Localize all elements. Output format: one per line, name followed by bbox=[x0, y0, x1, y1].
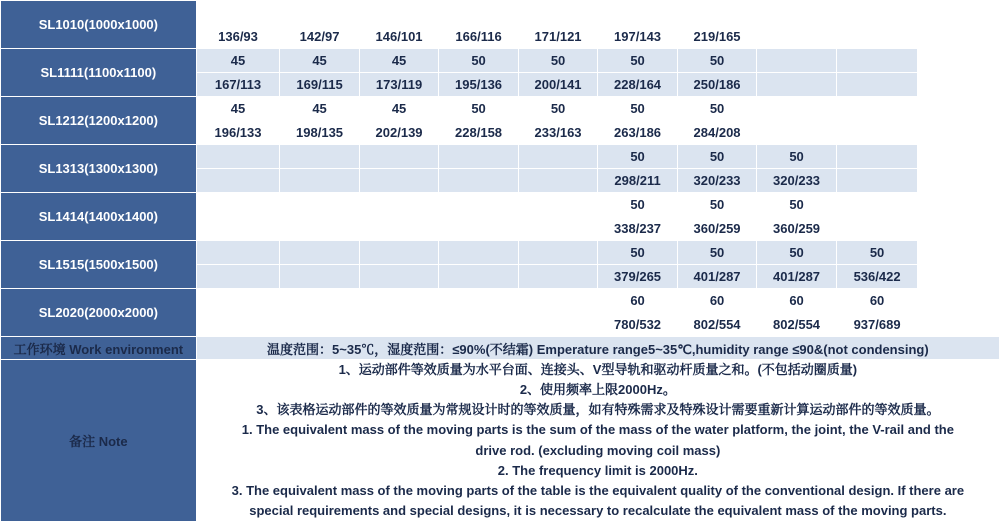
note-row bbox=[1, 360, 1000, 522]
cell: 219/165 bbox=[677, 25, 757, 49]
cell: 233/163 bbox=[518, 121, 598, 145]
cell bbox=[518, 313, 598, 337]
cell bbox=[196, 265, 280, 289]
cell: 50 bbox=[598, 193, 678, 217]
note-line-cn-3: 3、该表格运动部件的等效质量为常规设计时的等效质量，如有特殊需求及特殊设计需要重新计算运动部件的等效质量。 bbox=[256, 402, 940, 418]
cell bbox=[280, 241, 360, 265]
cell: 45 bbox=[280, 97, 360, 121]
cell: 198/135 bbox=[280, 121, 360, 145]
cell: 360/259 bbox=[757, 217, 837, 241]
cell bbox=[439, 169, 519, 193]
table-row bbox=[1, 1, 1000, 25]
cell: 802/554 bbox=[757, 313, 837, 337]
table-row bbox=[1, 289, 1000, 313]
cell bbox=[280, 1, 360, 25]
cell: 136/93 bbox=[196, 25, 280, 49]
cell: 50 bbox=[439, 49, 519, 73]
cell: 50 bbox=[836, 241, 918, 265]
cell: 45 bbox=[359, 97, 439, 121]
cell bbox=[359, 241, 439, 265]
cell: 60 bbox=[836, 289, 918, 313]
cell bbox=[359, 265, 439, 289]
note-label: 备注 Note bbox=[1, 360, 197, 522]
cell bbox=[836, 217, 918, 241]
cell: 298/211 bbox=[598, 169, 678, 193]
cell bbox=[836, 121, 918, 145]
cell bbox=[196, 217, 280, 241]
cell bbox=[196, 1, 280, 25]
cell bbox=[518, 1, 598, 25]
cell: 173/119 bbox=[359, 73, 439, 97]
work-environment-value: 温度范围：5~35℃，湿度范围：≤90%(不结霜) Emperature range5~35℃,humidity range ≤90&(not condensing) bbox=[196, 337, 999, 360]
cell: 167/113 bbox=[196, 73, 280, 97]
note-line-en-5: special requirements and special designs, it is necessary to recalculate the equivalent mass of the moving parts. bbox=[249, 502, 947, 518]
cell bbox=[359, 169, 439, 193]
cell bbox=[280, 313, 360, 337]
cell: 45 bbox=[280, 49, 360, 73]
cell: 142/97 bbox=[280, 25, 360, 49]
cell bbox=[439, 265, 519, 289]
cell bbox=[196, 289, 280, 313]
cell bbox=[518, 217, 598, 241]
row-model-label: SL1313(1300x1300) bbox=[1, 145, 197, 193]
row-model-label: SL1111(1100x1100) bbox=[1, 49, 197, 97]
cell bbox=[757, 1, 837, 25]
table-body bbox=[1, 1, 1000, 522]
cell: 60 bbox=[677, 289, 757, 313]
cell: 401/287 bbox=[757, 265, 837, 289]
note-line-en-2: drive rod. (excluding moving coil mass) bbox=[475, 442, 721, 458]
cell: 50 bbox=[518, 49, 598, 73]
cell bbox=[518, 145, 598, 169]
work-environment-row bbox=[1, 337, 1000, 360]
cell bbox=[280, 169, 360, 193]
cell: 50 bbox=[677, 49, 757, 73]
cell: 780/532 bbox=[598, 313, 678, 337]
cell: 284/208 bbox=[677, 121, 757, 145]
cell: 50 bbox=[677, 145, 757, 169]
row-model-label: SL1515(1500x1500) bbox=[1, 241, 197, 289]
cell: 197/143 bbox=[598, 25, 678, 49]
row-model-label: SL1414(1400x1400) bbox=[1, 193, 197, 241]
cell bbox=[518, 169, 598, 193]
cell bbox=[518, 289, 598, 313]
cell: 228/158 bbox=[439, 121, 519, 145]
cell bbox=[280, 193, 360, 217]
cell bbox=[598, 1, 678, 25]
cell: 338/237 bbox=[598, 217, 678, 241]
cell: 50 bbox=[518, 97, 598, 121]
cell: 401/287 bbox=[677, 265, 757, 289]
cell bbox=[836, 73, 918, 97]
cell: 50 bbox=[677, 193, 757, 217]
cell bbox=[196, 241, 280, 265]
cell bbox=[518, 241, 598, 265]
cell bbox=[359, 289, 439, 313]
cell bbox=[359, 217, 439, 241]
cell bbox=[280, 145, 360, 169]
cell: 50 bbox=[598, 97, 678, 121]
cell: 50 bbox=[757, 193, 837, 217]
cell: 263/186 bbox=[598, 121, 678, 145]
cell bbox=[439, 193, 519, 217]
cell: 320/233 bbox=[757, 169, 837, 193]
cell bbox=[196, 313, 280, 337]
cell: 50 bbox=[677, 97, 757, 121]
cell bbox=[359, 145, 439, 169]
table-row bbox=[1, 145, 1000, 169]
cell bbox=[677, 1, 757, 25]
table-row bbox=[1, 241, 1000, 265]
cell: 50 bbox=[598, 49, 678, 73]
cell: 45 bbox=[196, 49, 280, 73]
note-line-en-1: 1. The equivalent mass of the moving parts is the sum of the mass of the water platform, the joint, the V-rail and the bbox=[241, 422, 954, 438]
cell bbox=[439, 1, 519, 25]
cell: 196/133 bbox=[196, 121, 280, 145]
cell bbox=[196, 145, 280, 169]
note-line-en-3: 2. The frequency limit is 2000Hz. bbox=[497, 462, 698, 478]
cell bbox=[280, 265, 360, 289]
cell bbox=[518, 193, 598, 217]
cell: 50 bbox=[439, 97, 519, 121]
cell bbox=[359, 313, 439, 337]
cell bbox=[836, 97, 918, 121]
cell: 50 bbox=[757, 145, 837, 169]
cell: 202/139 bbox=[359, 121, 439, 145]
cell: 50 bbox=[757, 241, 837, 265]
cell bbox=[439, 313, 519, 337]
cell: 50 bbox=[677, 241, 757, 265]
cell bbox=[836, 49, 918, 73]
cell: 169/115 bbox=[280, 73, 360, 97]
cell bbox=[836, 25, 918, 49]
note-body bbox=[196, 360, 999, 522]
cell bbox=[836, 1, 918, 25]
note-line-cn-2: 2、使用频率上限2000Hz。 bbox=[519, 382, 676, 398]
cell: 360/259 bbox=[677, 217, 757, 241]
cell: 50 bbox=[598, 241, 678, 265]
work-environment-label: 工作环境 Work environment bbox=[1, 337, 197, 360]
row-model-label: SL1212(1200x1200) bbox=[1, 97, 197, 145]
cell bbox=[757, 73, 837, 97]
note-line-en-4: 3. The equivalent mass of the moving parts of the table is the equivalent quality of the conventional design. If there are bbox=[231, 482, 965, 498]
cell bbox=[836, 145, 918, 169]
cell: 60 bbox=[757, 289, 837, 313]
cell: 320/233 bbox=[677, 169, 757, 193]
cell: 45 bbox=[196, 97, 280, 121]
cell bbox=[439, 241, 519, 265]
cell: 195/136 bbox=[439, 73, 519, 97]
cell bbox=[280, 289, 360, 313]
cell bbox=[196, 169, 280, 193]
row-model-label: SL2020(2000x2000) bbox=[1, 289, 197, 337]
cell bbox=[280, 217, 360, 241]
cell bbox=[836, 169, 918, 193]
cell: 802/554 bbox=[677, 313, 757, 337]
cell: 166/116 bbox=[439, 25, 519, 49]
cell bbox=[757, 121, 837, 145]
cell: 146/101 bbox=[359, 25, 439, 49]
cell: 536/422 bbox=[836, 265, 918, 289]
cell bbox=[757, 97, 837, 121]
cell: 45 bbox=[359, 49, 439, 73]
table-row bbox=[1, 97, 1000, 121]
cell bbox=[359, 193, 439, 217]
cell bbox=[439, 289, 519, 313]
cell bbox=[439, 145, 519, 169]
cell: 937/689 bbox=[836, 313, 918, 337]
cell bbox=[359, 1, 439, 25]
cell bbox=[518, 265, 598, 289]
cell: 60 bbox=[598, 289, 678, 313]
table-row bbox=[1, 193, 1000, 217]
note-line-cn-1: 1、运动部件等效质量为水平台面、连接头、V型导轨和驱动杆质量之和。(不包括动圈质量) bbox=[338, 362, 858, 377]
cell: 228/164 bbox=[598, 73, 678, 97]
cell: 171/121 bbox=[518, 25, 598, 49]
row-model-label: SL1010(1000x1000) bbox=[1, 1, 197, 49]
cell bbox=[757, 49, 837, 73]
cell: 50 bbox=[598, 145, 678, 169]
cell bbox=[836, 193, 918, 217]
cell: 250/186 bbox=[677, 73, 757, 97]
table-row bbox=[1, 49, 1000, 73]
cell bbox=[757, 25, 837, 49]
cell: 200/141 bbox=[518, 73, 598, 97]
cell bbox=[439, 217, 519, 241]
cell bbox=[196, 193, 280, 217]
cell: 379/265 bbox=[598, 265, 678, 289]
